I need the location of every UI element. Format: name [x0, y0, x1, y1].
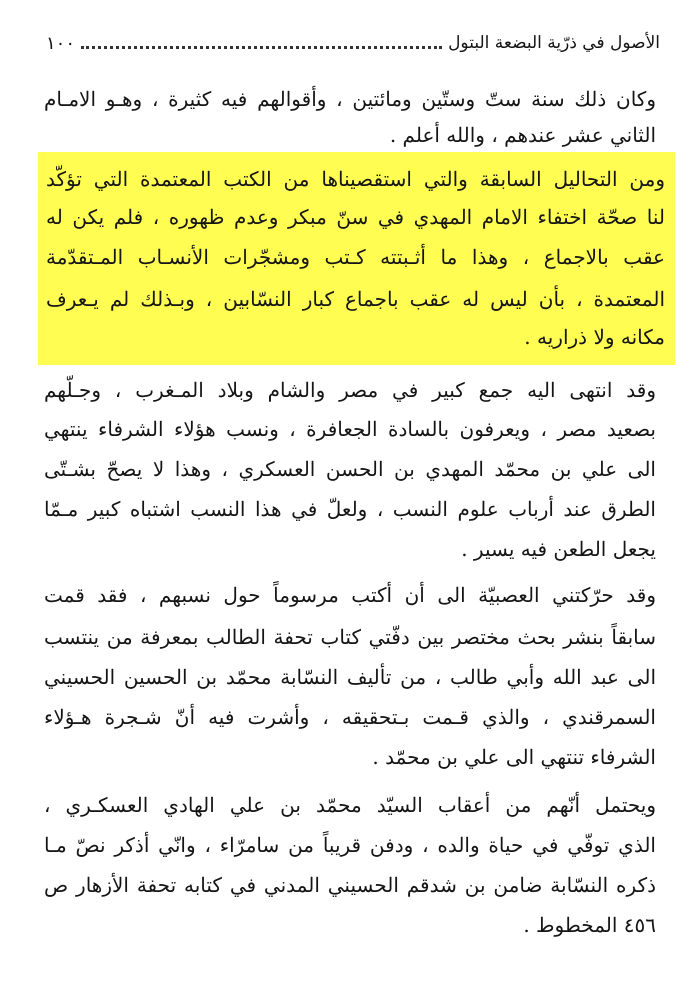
- running-title: الأصول في ذرّية البضعة البتول: [448, 33, 660, 53]
- text-line: ٤٥٦ المخطوط .: [523, 913, 656, 937]
- page-number: ١٠٠: [46, 32, 76, 54]
- text-line: ويحتمل أنّهم من أعقاب السيّد محمّد بن علي الهادي العسكـري ،: [44, 793, 656, 817]
- text-line: السمرقندي ، والذي قـمت بـتحقيقه ، وأشرت فيه أنّ شـجرة هـؤلاء: [44, 705, 656, 729]
- text-line: مكانه ولا ذراريه .: [524, 325, 665, 349]
- text-line: بصعيد مصر ، ويعرفون بالسادة الجعافرة ، ونسب هؤلاء الشرفاء ينتهي: [44, 417, 656, 441]
- text-line: وقد حرّكتني العصبيّة الى أن أكتب مرسوماً حول نسبهم ، فقد قمت: [44, 583, 656, 607]
- text-line: وكان ذلك سنة ستّ وستّين ومائتين ، وأقوالهم فيه كثيرة ، وهـو الامـام: [44, 87, 656, 111]
- text-line: الى علي بن محمّد المهدي بن الحسن العسكري ، وهذا لا يصحّ بشـتّى: [44, 457, 656, 481]
- text-line: الطرق عند أرباب علوم النسب ، ولعلّ في هذا النسب اشتباه كبير مـمّا: [44, 497, 656, 521]
- text-line: المعتمدة ، بأن ليس له عقب باجماع كبار النسّابين ، وبـذلك لم يـعرف: [46, 287, 665, 311]
- text-line: وقد انتهى اليه جمع كبير في مصر والشام وبلاد المـغرب ، وجـلّهم: [44, 378, 656, 402]
- text-line: الشرفاء تنتهي الى علي بن محمّد .: [372, 745, 656, 769]
- text-line: ومن التحاليل السابقة والتي استقصيناها من الكتب المعتمدة التي تؤكّد: [46, 167, 665, 191]
- dotted-leader: [81, 46, 442, 49]
- text-line: الى عبد الله وأبي طالب ، من تأليف النسّابة محمّد بن الحسين الحسيني: [44, 665, 656, 689]
- page-header: [38, 30, 660, 56]
- text-line: الثاني عشر عندهم ، والله أعلم .: [389, 123, 656, 147]
- text-line: ذكره النسّابة ضامن بن شدقم الحسيني المدني في كتابه تحفة الأزهار ص: [44, 873, 656, 897]
- text-line: عقب بالاجماع ، وهذا ما أثـبتته كـتب ومشجّرات الأنسـاب المـتقدّمة: [46, 245, 665, 269]
- text-line: سابقاً بنشر بحث مختصر بين دفّتي كتاب تحفة الطالب بمعرفة من ينتسب: [44, 625, 656, 649]
- highlighted-paragraph: [38, 152, 675, 365]
- text-line: يجعل الطعن فيه يسير .: [461, 537, 656, 561]
- text-line: الذي توفّي في حياة والده ، ودفن قريباً من سامرّاء ، وانّي أذكر نصّ مـا: [44, 833, 656, 857]
- text-line: لنا صحّة اختفاء الامام المهدي في سنّ مبكر وعدم ظهوره ، فلم يكن له: [46, 205, 665, 229]
